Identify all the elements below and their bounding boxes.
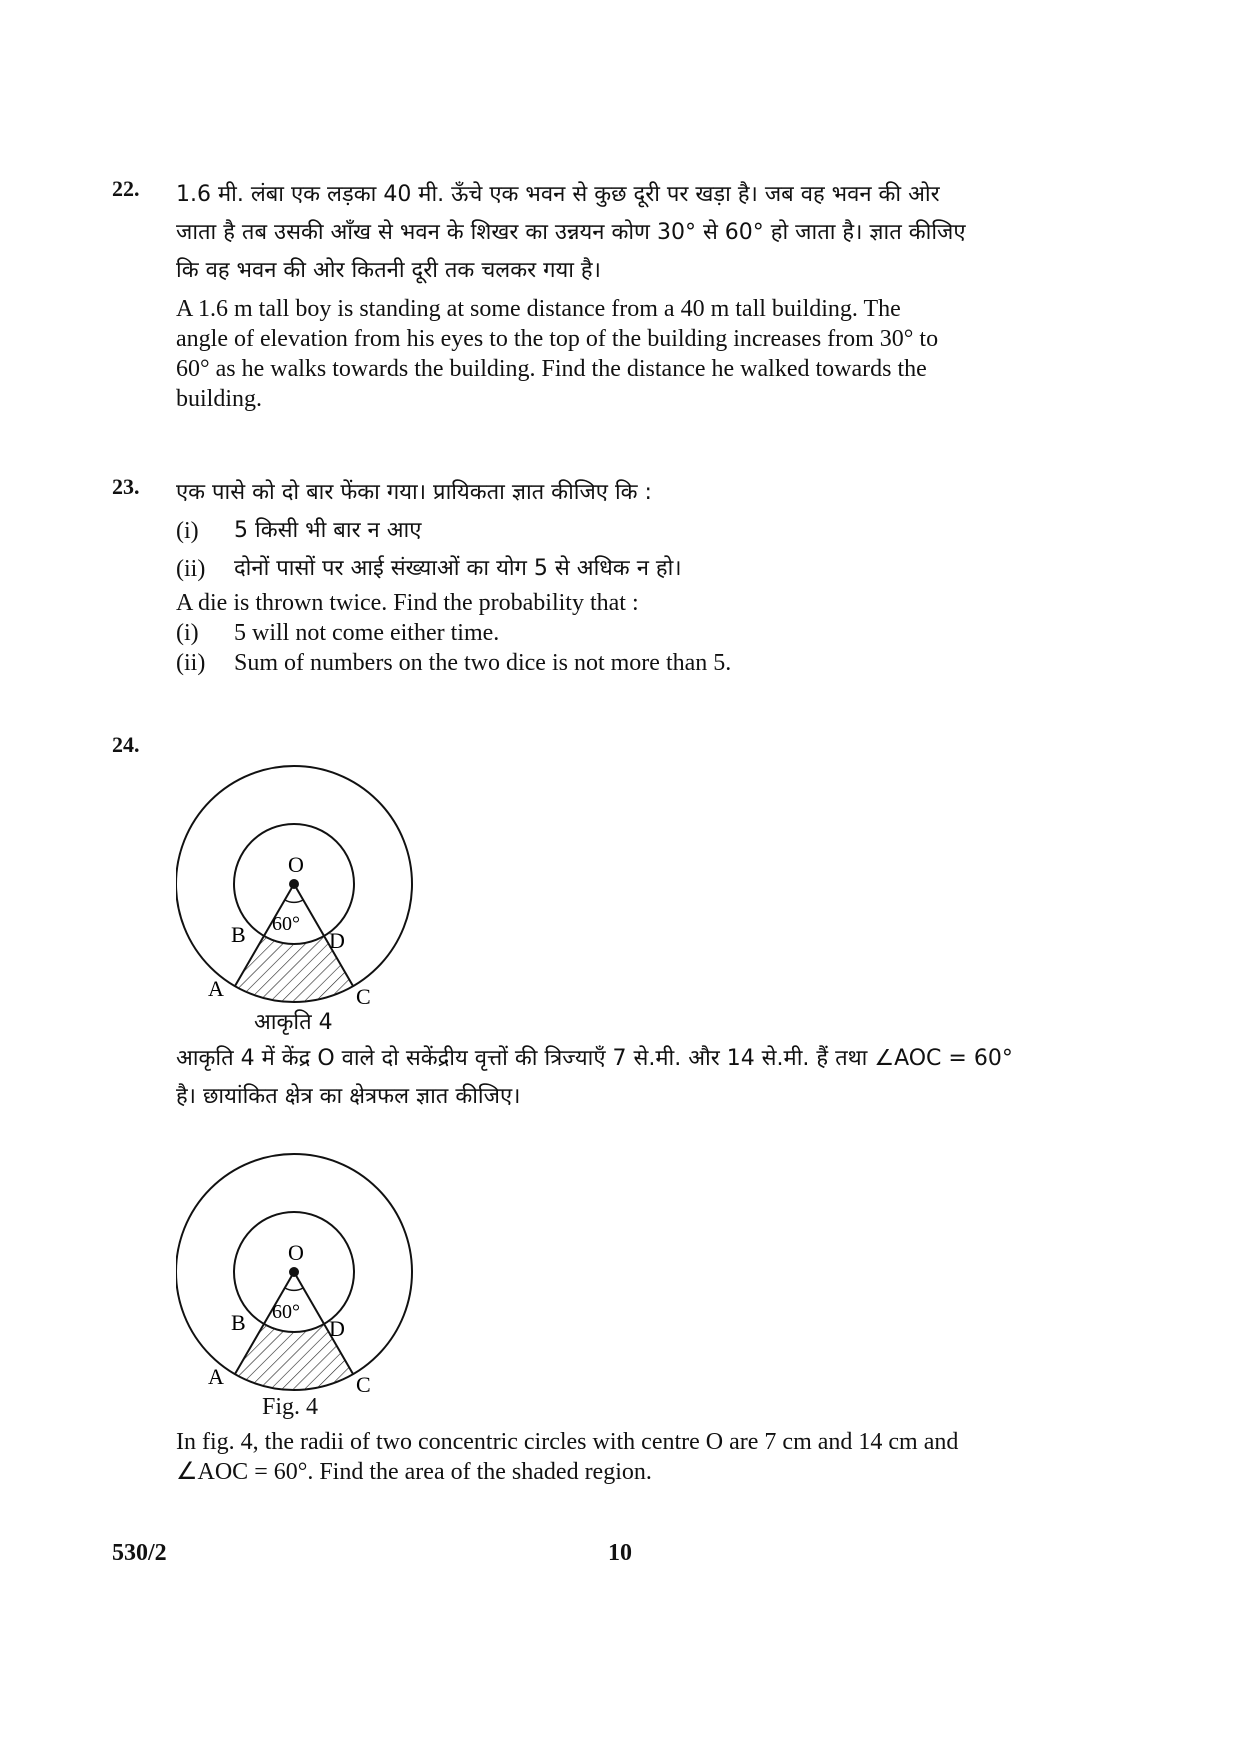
question-number: 24. [112,732,140,757]
question-24 [112,732,1072,1487]
english-part [176,648,1072,678]
label-b: B [231,1310,246,1335]
label-a: A [208,1364,224,1389]
figure-4-hindi [176,756,436,1006]
part-text: 5 किसी भी बार न आए [234,518,422,543]
label-d: D [329,928,345,953]
part-label: (i) [176,518,199,544]
english-line: In fig. 4, the radii of two concentric circles with centre O are 7 cm and 14 cm and [176,1429,959,1455]
label-o: O [288,1240,304,1265]
paper-code: 530/2 [112,1540,167,1566]
part-label: (ii) [176,556,206,582]
english-line: angle of elevation from his eyes to the top of the building increases from 30° to [176,326,939,352]
centre-point [289,1267,299,1277]
english-intro: A die is thrown twice. Find the probability that : [176,590,639,616]
angle-arc [285,1288,303,1290]
label-d: D [329,1316,345,1341]
hindi-part [176,550,1072,588]
hindi-line: है। छायांकित क्षेत्र का क्षेत्रफल ज्ञात कीजिए। [176,1084,521,1109]
question-number: 22. [112,176,140,201]
figure-4-english [176,1144,436,1394]
angle-arc [285,900,303,902]
label-b: B [231,922,246,947]
english-line: ∠AOC = 60°. Find the area of the shaded region. [176,1459,652,1485]
english-line: 60° as he walks towards the building. Find the distance he walked towards the [176,356,927,382]
label-c: C [356,984,371,1006]
label-o: O [288,852,304,877]
label-c: C [356,1372,371,1394]
question-number: 23. [112,474,140,499]
page-number: 10 [608,1540,632,1566]
hindi-line: आकृति 4 में केंद्र O वाले दो सकेंद्रीय वृत्तों की त्रिज्याएँ 7 से.मी. और 14 से.मी. हैं तथा ∠AOC = 60° [176,1046,1013,1071]
hindi-part [176,512,1072,550]
part-text: Sum of numbers on the two dice is not more than 5. [234,650,732,676]
figure-caption-hindi: आकृति 4 [254,1010,333,1035]
label-angle: 60° [272,1301,300,1323]
label-angle: 60° [272,913,300,935]
english-line: A 1.6 m tall boy is standing at some distance from a 40 m tall building. The [176,296,901,322]
question-22 [112,176,1072,414]
part-label: (i) [176,620,199,646]
part-text: दोनों पासों पर आई संख्याओं का योग 5 से अधिक न हो। [234,556,682,581]
figure-caption-english: Fig. 4 [262,1394,319,1420]
hindi-line: 1.6 मी. लंबा एक लड़का 40 मी. ऊँचे एक भवन से कुछ दूरी पर खड़ा है। जब वह भवन की ओर [176,182,940,207]
centre-point [289,879,299,889]
part-text: 5 will not come either time. [234,620,500,646]
english-line: building. [176,386,263,412]
hindi-line: जाता है तब उसकी आँख से भवन के शिखर का उन्नयन कोण 30° से 60° हो जाता है। ज्ञात कीजिए [176,220,966,245]
hindi-intro: एक पासे को दो बार फेंका गया। प्रायिकता ज्ञात कीजिए कि : [176,480,652,505]
hindi-line: कि वह भवन की ओर कितनी दूरी तक चलकर गया है। [176,258,601,283]
label-a: A [208,976,224,1001]
question-23 [112,474,1072,678]
part-label: (ii) [176,650,206,676]
english-part [176,618,1072,648]
